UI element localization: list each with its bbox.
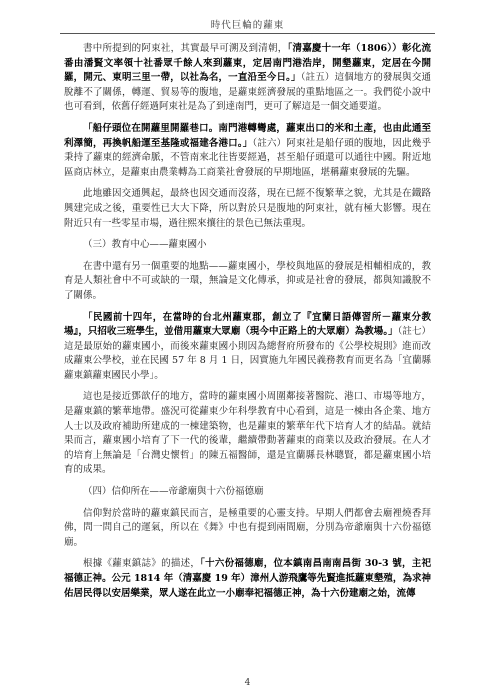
paragraph-5 (64, 311, 431, 384)
paragraph-8-quote: 「十六份福德廟，位本鎮南昌南南昌街 30-3 號，主祀福德正神。公元 1814 年（清嘉慶 19 年）漳州人游飛鷹等先賢進抵蘿東墾殖，為求神佑居民得以安居樂業，眾人遂在此立一小廟奉祀福德正神，為十六份建廟之始，流傳 (64, 558, 431, 599)
paragraph-6: 這也是接近鄧歆仔的地方，當時的蘿東國小周圍鄰接著醫院、港口、市場等地方，是蘿東鎮的繁華地帶。盛況可從蘿東少年科學教育中心看到，這是一棟由各企業、地方人士以及政府補助所建成的一棟建築物，也是蘿東的繁華年代下培育人才的結晶。就結果而言，蘿東國小培育了下一代的後輩，繼續帶動著蘿東的商業以及政治發展。在人才的培育上無論是「台灣史懷哲」的陳五福醫師，還是宜蘭縣長林聰賢，都是蘿東國小培育的成果。 (64, 391, 431, 476)
paragraph-1-rest: （註五）這個地方的發展與交通脫離不了關係，轉運、貿易等的腹地，是蘿東經濟發展的重點地區之一。我們從小說中也可看到，依舊仔經過阿束社是為了到達南門，更可了解這是一個交通要道。 (64, 72, 431, 113)
paragraph-1 (64, 42, 431, 115)
section-heading-education: （三）教育中心——蘿東國小 (83, 239, 207, 251)
paragraph-7: 信仰對於當時的蘿東鎮民而言，是極重要的心靈支持。早期人們都會去廟裡燒香拜佛，問一問自己的運氣，所以在《舞》中也有提到兩間廟，分別為帝爺廟與十六份福德廟。 (64, 507, 431, 548)
section-heading-faith: （四）信仰所在——帝爺廟與十六份福德廟 (83, 486, 264, 498)
paragraph-2 (64, 122, 431, 180)
paragraph-1-quote: 「清嘉慶十一年（1806））彰化流番由潘賢文率領十社番眾千餘人來到蘿東，定居南門港浩岸，開墾蘿東，定居在今開羅，開元、東明三里一帶，以社為名，一直沿至今日。」 (64, 43, 431, 84)
paragraph-3: 此地雖因交通興起，最終也因交通而沒落，現在已經不復繁華之貌，尤其是在鐵路興建完成之後，重要性已大大下降，所以對於只是腹地的阿束社，就有極大影響。現在附近只有一些零星市場，過往熙來攘往的景色已無法重現。 (64, 188, 431, 229)
document-body (64, 42, 431, 601)
running-header: 時代巨輪的蘿東 (210, 20, 285, 31)
paragraph-5-quote: 「民國前十四年，在當時的台北州蘿東郡，創立了『宜蘭日語傳習所－蘿東分教場』，只招收三班學生，並借用蘿東大眾廟（現今中正路上的大眾廟）為教場。」 (64, 311, 431, 338)
paragraph-2-quote: 「船仔頭位在開蘿里開羅巷口。南門港轉彎處，蘿東出口的米和土產，也由此通至利澤簡，再換帆船運至基隆或福建各港口。」 (64, 122, 431, 149)
header-rule (60, 33, 435, 34)
paragraph-5-rest: （註七）這是最原始的蘿東國小，而後來蘿東國小則因為總督府所發布的《公學校規則》進而改成蘿東公學校，並在民國 57 年 8 月 1 日，因實施九年國民義務教育而更名為「宜蘭縣蘿東鎮蘿東國民小學」。 (64, 326, 431, 381)
paragraph-2-rest: （註六）阿束社是船仔頭的腹地，因此幾乎秉持了蘿東的經濟命脈，不管南來北往皆要經過，甚至船仔頭還可以通往中國。附近地區商店林立，是蘿東由農業轉為工商業社會發展的早期地區，堪稱蘿東發展的先驅。 (64, 137, 431, 178)
page-number: 4 (244, 678, 251, 688)
paragraph-8 (64, 557, 431, 601)
paragraph-1-intro: 書中所提到的阿束社，其實最早可溯及到清朝， (83, 43, 288, 54)
paragraph-4: 在書中還有另一個重要的地點——蘿東國小，學校與地區的發展是相輔相成的，教育是人類社會中不可或缺的一環，無論是文化傳承，抑或是社會的發展，都與知識脫不了關係。 (64, 260, 431, 301)
paragraph-8-intro: 根據《蘿東鎮誌》的描述， (83, 558, 201, 570)
